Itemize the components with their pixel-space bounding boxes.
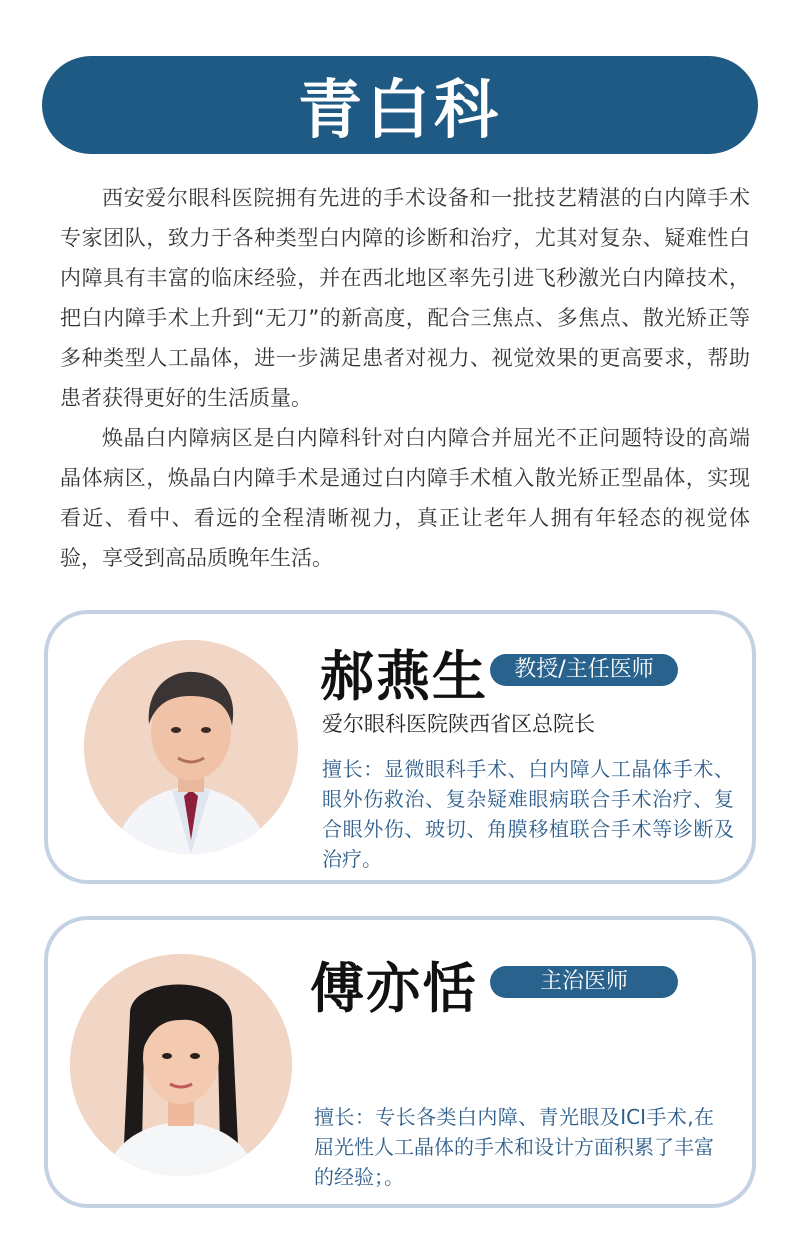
doctor-title-badge: 主治医师 bbox=[490, 966, 678, 998]
intro-text bbox=[60, 178, 750, 578]
doctor-photo bbox=[70, 954, 292, 1176]
page-title: 青白科 bbox=[298, 74, 502, 148]
doctor-title-badge: 教授/主任医师 bbox=[490, 654, 678, 686]
doctor-name: 傅亦恬 bbox=[310, 957, 478, 1020]
doctor-name: 郝燕生 bbox=[320, 645, 488, 708]
doctor-portrait-illustration bbox=[70, 954, 292, 1176]
doctor-specialty: 擅长：显微眼科手术、白内障人工晶体手术、眼外伤救治、复杂疑难眼病联合手术治疗、复合眼外伤、玻切、角膜移植联合手术等诊断及治疗。 bbox=[322, 757, 734, 871]
header-banner bbox=[42, 56, 758, 154]
doctor-portrait-illustration bbox=[84, 640, 298, 854]
doctor-position: 爱尔眼科医院陕西省区总院长 bbox=[322, 712, 595, 736]
doctor-specialty: 擅长：专长各类白内障、青光眼及ICI手术,在屈光性人工晶体的手术和设计方面积累了丰富的经验；。 bbox=[314, 1105, 714, 1189]
doctor-photo bbox=[84, 640, 298, 854]
doctor-card bbox=[44, 916, 756, 1208]
doctor-card bbox=[44, 610, 756, 884]
intro-paragraph: 西安爱尔眼科医院拥有先进的手术设备和一批技艺精湛的白内障手术专家团队，致力于各种类型白内障的诊断和治疗，尤其对复杂、疑难性白内障具有丰富的临床经验，并在西北地区率先引进飞秒激光白内障技术，把白内障手术上升到“无刀”的新高度，配合三焦点、多焦点、散光矫正等多种类型人工晶体，进一步满足患者对视力、视觉效果的更高要求，帮助患者获得更好的生活质量。 bbox=[60, 186, 750, 410]
intro-paragraph: 焕晶白内障病区是白内障科针对白内障合并屈光不正问题特设的高端晶体病区，焕晶白内障手术是通过白内障手术植入散光矫正型晶体，实现看近、看中、看远的全程清晰视力，真正让老年人拥有年轻态的视觉体验，享受到高品质晚年生活。 bbox=[60, 426, 750, 570]
